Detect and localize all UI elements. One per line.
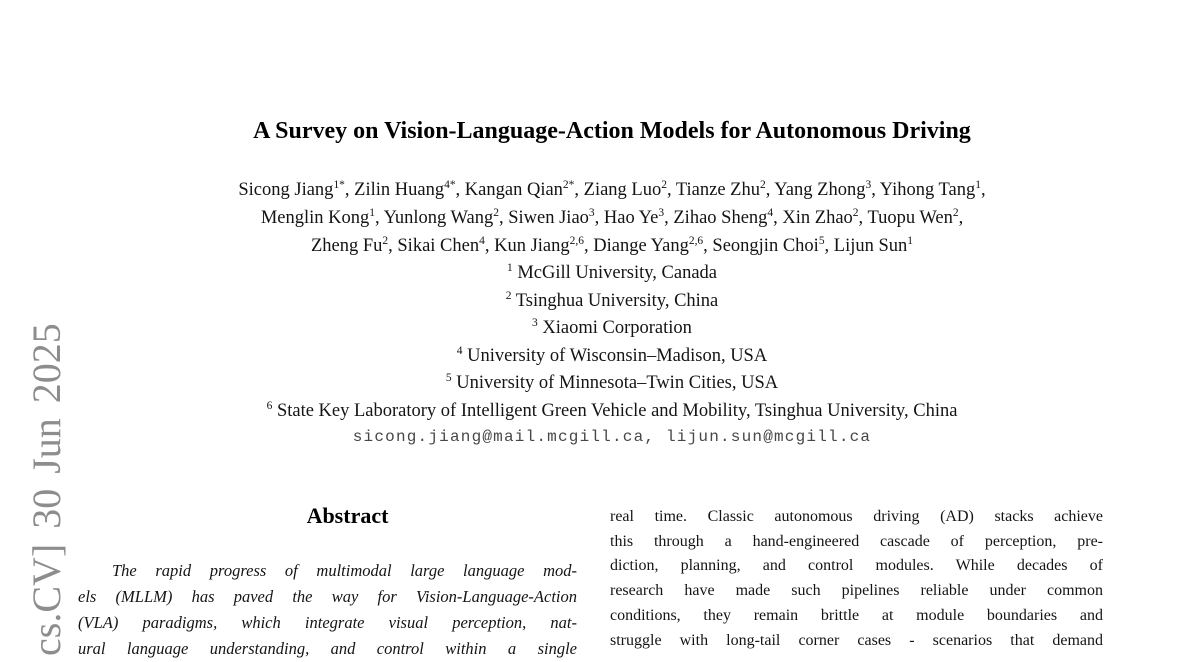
body-text-line: conditions, they remain brittle at module boundaries and [610, 606, 1103, 624]
author-affiliation-marker: 1* [333, 178, 345, 191]
author-list [12, 176, 1200, 260]
author-name: Siwen Jiao [508, 208, 589, 228]
affiliation-item: $^2$ Tsinghua University, China [505, 289, 719, 311]
affiliation-item: $^1$ McGill University, Canada [506, 261, 718, 283]
author-affiliation-marker: 2 [661, 178, 667, 191]
abstract-line: (VLA) paradigms, which integrate visual perception, nat- [78, 613, 577, 632]
author-affiliation-marker: 3 [865, 178, 872, 191]
author-affiliation-marker: 2 [952, 206, 959, 219]
author-name: Kun Jiang [494, 236, 570, 256]
abstract-line: The rapid progress of multimodal large language mod- [112, 561, 577, 580]
author-affiliation-marker: 2 [382, 234, 389, 247]
affiliation-marker: 4 [456, 344, 463, 357]
abstract-line: ural language understanding, and control within a single [78, 639, 577, 658]
author-affiliation-marker: 1 [369, 206, 375, 219]
author-name: Zilin Huang [354, 180, 445, 200]
affiliation-marker: 1 [506, 261, 513, 274]
author-name: Kangan Qian [464, 180, 563, 200]
author-name: Ziang Luo [583, 180, 662, 200]
author-name: Menglin Kong [260, 208, 370, 228]
author-affiliation-marker: 2,6 [569, 234, 584, 247]
author-name: Yang Zhong [774, 180, 866, 200]
affiliation-marker: 2 [505, 289, 512, 302]
author-line: Zheng Fu$^2$, Sikai Chen$^4$, Kun Jiang$^{2,6}$, Diange Yang$^{2,6}$, Seongjin Choi$^5$, Lijun Sun$^1$ [310, 234, 914, 256]
author-name: Zihao Sheng [673, 208, 768, 228]
author-affiliation-marker: 1 [907, 234, 914, 247]
abstract-line: els (MLLM) has paved the way for Vision-Language-Action [78, 587, 577, 606]
author-emails: sicong.jiang@mail.mcgill.ca, lijun.sun@mcgill.ca [352, 428, 872, 446]
author-name: Sikai Chen [397, 236, 480, 256]
affiliation-marker: 5 [445, 372, 452, 385]
author-name: Yunlong Wang [383, 208, 494, 228]
author-name: Sicong Jiang [238, 180, 334, 200]
body-text-line: research have made such pipelines reliable under common [610, 582, 1103, 600]
author-affiliation-marker: 4 [479, 234, 485, 247]
author-name: Lijun Sun [833, 236, 908, 256]
affiliation-item: $^6$ State Key Laboratory of Intelligent Green Vehicle and Mobility, Tsinghua University, China [266, 399, 958, 421]
author-name: Zheng Fu [310, 236, 383, 256]
affiliation-item: $^4$ University of Wisconsin–Madison, USA [456, 344, 768, 366]
author-affiliation-marker: 2,6 [688, 234, 704, 247]
author-name: Diange Yang [593, 236, 689, 256]
author-affiliation-marker: 2 [493, 206, 499, 219]
author-affiliation-marker: 3 [588, 206, 595, 219]
author-affiliation-marker: 2 [852, 206, 859, 219]
paper-title: A Survey on Vision-Language-Action Models for Autonomous Driving [253, 118, 971, 145]
author-line: Sicong Jiang$^{1*}$, Zilin Huang$^{4*}$, Kangan Qian$^{2*}$, Ziang Luo$^2$, Tianze Zhu$^2$, Yang Zhong$^3$, Yihong Tang$^1$, [238, 178, 986, 200]
affiliation-item: $^3$ Xiaomi Corporation [532, 317, 692, 339]
affiliation-item: $^5$ University of Minnesota–Twin Cities, USA [445, 372, 779, 394]
right-column-body-text [610, 505, 1103, 653]
affiliation-marker: 6 [266, 399, 273, 412]
author-name: Yihong Tang [879, 180, 976, 200]
author-name: Tianze Zhu [675, 180, 760, 200]
body-text-line: diction, planning, and control modules. While decades of [610, 557, 1103, 575]
left-column [78, 503, 577, 662]
author-affiliation-marker: 2 [759, 178, 766, 191]
affiliation-marker: 3 [532, 317, 538, 330]
body-text-line: struggle with long-tail corner cases - scenarios that demand [610, 631, 1103, 649]
body-text-line: real time. Classic autonomous driving (AD) stacks achieve [610, 508, 1103, 525]
author-affiliation-marker: 3 [658, 206, 665, 219]
author-name: Seongjin Choi [712, 236, 819, 256]
arxiv-sidebar-stamp: cs.CV] 30 Jun 2025 [24, 323, 69, 656]
author-affiliation-marker: 4 [767, 206, 774, 219]
author-name: Xin Zhao [782, 208, 853, 228]
abstract-heading: Abstract [306, 503, 389, 528]
author-affiliation-marker: 4* [444, 178, 456, 191]
author-line: Menglin Kong$^1$, Yunlong Wang$^2$, Siwen Jiao$^3$, Hao Ye$^3$, Zihao Sheng$^4$, Xin Zhao$^2$, Tuopu Wen$^2$, [260, 206, 964, 228]
abstract-text [78, 558, 577, 662]
author-affiliation-marker: 1 [975, 178, 981, 191]
affiliation-list [12, 260, 1200, 426]
author-name: Hao Ye [603, 208, 659, 228]
body-text-line: this through a hand-engineered cascade of perception, pre- [610, 532, 1103, 550]
author-affiliation-marker: 2* [562, 178, 575, 191]
author-name: Tuopu Wen [867, 208, 953, 228]
author-affiliation-marker: 5 [818, 234, 825, 247]
